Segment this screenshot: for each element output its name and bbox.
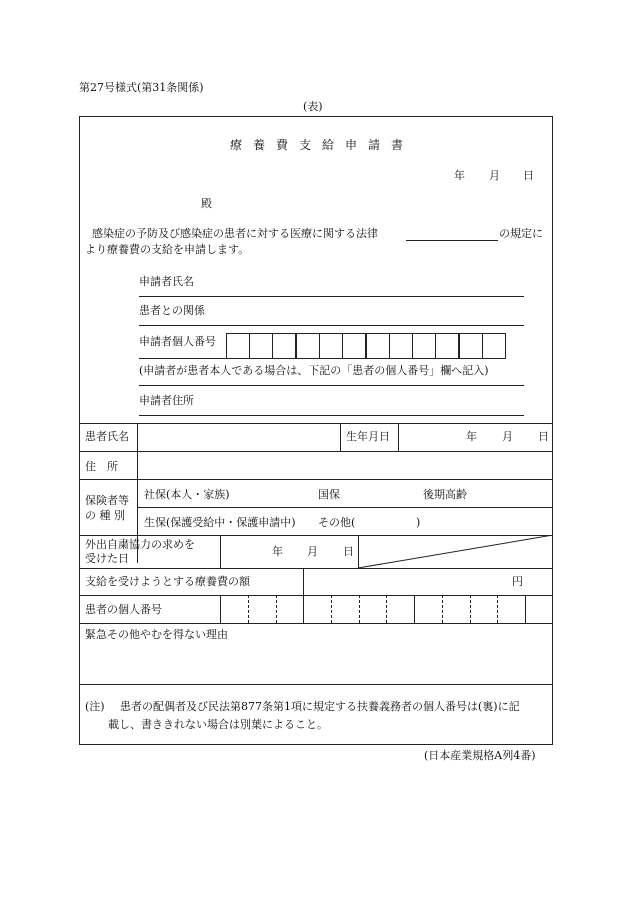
patient-id-cell-divider (248, 595, 249, 623)
note-line (139, 385, 524, 386)
insurance-inner-divider (137, 507, 553, 508)
patient-id-cell-divider (525, 595, 526, 623)
id-digit-box[interactable] (249, 333, 273, 359)
side-label: (表) (303, 100, 323, 113)
patient-id-cell-divider (220, 595, 221, 623)
note-prefix: (注) (85, 700, 105, 713)
birthdate-label: 生年月日 (346, 430, 390, 443)
relationship-label: 患者との関係 (139, 304, 205, 317)
outing-divider-1 (220, 535, 221, 568)
patient-id-cell-divider (303, 595, 304, 623)
id-digit-box[interactable] (435, 333, 459, 359)
applicant-address-label: 申請者住所 (139, 394, 194, 407)
birth-day: 日 (538, 430, 549, 443)
row-divider (79, 479, 553, 480)
insurance-opt-kouki[interactable]: 後期高齢 (423, 488, 467, 501)
patient-id-cell-divider (359, 595, 360, 623)
id-digit-box[interactable] (319, 333, 343, 359)
body-line1a: 感染症の予防及び感染症の患者に対する医療に関する法律 (92, 227, 378, 240)
law-blank-line[interactable] (406, 240, 498, 241)
form-title: 療養費支給申請書 (230, 138, 415, 152)
id-digit-box[interactable] (296, 333, 320, 359)
birth-divider-1 (340, 423, 341, 451)
applicant-id-note: (申請者が患者本人である場合は、下記の「患者の個人番号」欄へ記入) (139, 364, 489, 377)
applicant-id-underline (139, 358, 226, 359)
patient-name-label: 患者氏名 (85, 430, 129, 443)
date-month: 月 (489, 169, 500, 182)
id-digit-box[interactable] (366, 333, 390, 359)
diagonal-strike (358, 535, 553, 568)
row-divider (79, 595, 553, 596)
id-digit-box[interactable] (342, 333, 366, 359)
applicant-id-label: 申請者個人番号 (139, 335, 216, 348)
insurance-opt-kokuho[interactable]: 国保 (318, 488, 340, 501)
date-year: 年 (454, 169, 465, 182)
id-digit-box[interactable] (459, 333, 483, 359)
date-day: 日 (523, 169, 534, 182)
applicant-name-line[interactable] (139, 296, 524, 297)
row-divider (79, 684, 553, 685)
birth-divider-2 (398, 423, 399, 451)
relationship-line[interactable] (139, 325, 524, 326)
applicant-address-line[interactable] (139, 415, 524, 416)
id-digit-box[interactable] (389, 333, 413, 359)
patient-name-input[interactable] (137, 423, 340, 451)
addressee-suffix: 殿 (201, 197, 212, 210)
insurance-opt-seiho[interactable]: 生保(保護受給中・保護申請中) (144, 516, 296, 529)
insurance-opt-shaho[interactable]: 社保(本人・家族) (144, 488, 230, 501)
body-line2: より療養費の支給を申請します。 (85, 243, 250, 256)
birth-year: 年 (466, 430, 477, 443)
insurance-opt-other-close: ) (416, 516, 421, 529)
amount-label: 支給を受けようとする療養費の額 (85, 575, 250, 588)
outing-year: 年 (272, 545, 283, 558)
reason-input[interactable] (80, 645, 552, 683)
insurance-opt-other[interactable]: その他( (318, 516, 356, 529)
applicant-name-label: 申請者氏名 (139, 275, 194, 288)
note-line-2: 載し、書ききれない場合は別葉によること。 (108, 718, 328, 731)
address-label: 住 所 (85, 460, 118, 473)
reason-label: 緊急その他やむを得ない理由 (85, 628, 228, 641)
outing-day: 日 (343, 545, 354, 558)
patient-id-cell-divider (276, 595, 277, 623)
patient-address-input[interactable] (137, 451, 553, 479)
note-line-1: 患者の配偶者及び民法第877条第1項に規定する扶養義務者の個人番号は(裏)に記 (120, 700, 520, 713)
patient-id-cell-divider (414, 595, 415, 623)
birth-month: 月 (502, 430, 513, 443)
insurance-label-1: 保険者等 (85, 494, 129, 507)
id-digit-box[interactable] (226, 333, 250, 359)
patient-id-cell-divider (331, 595, 332, 623)
id-digit-box[interactable] (412, 333, 436, 359)
patient-id-label: 患者の個人番号 (85, 603, 162, 616)
row-divider (79, 623, 553, 624)
body-line1b: の規定に (499, 227, 543, 240)
insurance-label-2: の 種 別 (85, 509, 125, 522)
id-digit-box[interactable] (272, 333, 296, 359)
form-number: 第27号様式(第31条関係) (79, 81, 204, 94)
paper-size-note: (日本産業規格A列4番) (424, 749, 536, 762)
id-digit-box[interactable] (482, 333, 506, 359)
outing-label-1: 外出自粛協力の求めを (85, 538, 195, 551)
patient-id-cell-divider (386, 595, 387, 623)
outing-month: 月 (307, 545, 318, 558)
patient-id-cell-divider (497, 595, 498, 623)
patient-id-cell-divider (442, 595, 443, 623)
amount-unit: 円 (512, 575, 523, 588)
outing-label-2: 受けた日 (85, 552, 129, 565)
patient-id-cell-divider (470, 595, 471, 623)
